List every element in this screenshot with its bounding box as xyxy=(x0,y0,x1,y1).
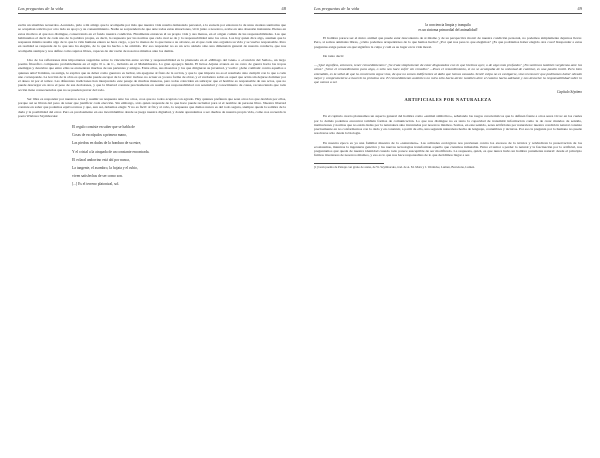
left-running-head xyxy=(18,6,286,14)
right-paragraph-1: El hombre parece ser el único animal que puede estar descontento de sí mismo y de su perspectiva moral: de nuestra condición personal, no podemos simplemente dejarnos llevar. Pero, si somos animales libres, ¿cómo podemos arrepentirnos de lo que hemos hecho? ¿Por qué nos pesa lo que elegimos? ¿Es que podríamos haber elegido otra cosa? Responder a estas preguntas exige pensar en qué significa la culpa y cuál es su lugar en la vida moral. xyxy=(314,36,582,49)
verse-ending xyxy=(314,23,582,32)
left-header-title: Las preguntas de la vida xyxy=(18,6,64,11)
footnote: [1] Gran poema de Paisaje con grano de arena, de W. Szymborska, trad. de A. M. Moix y J. Wernicke, Lumen, Barcelona, Lumen. xyxy=(314,164,475,169)
left-paragraph-2: Uno de los reflexiones más importantes sugeridas sobre la vinculación entre acción y responsabilidad es la planteada en el «Miliago del Gien» o «Canción del Señor», un largo poema filosófico compuesto probablemente en el siglo II a. de C., incluido en el Mahabharata. La gran epopeya hindú. El héroe Arjuna avanza en su carro de guerra hacia las tropas enemigas y descubre que entre ellas se encuentran muchos de sus parientes y amigos. Entre ellos, sus maestros y los que dirigieron su juventud, y vacila: ¿debe combatir contra aquellos a quienes ama? Krishna, su auriga, le explica que su deber como guerrero es luchar, sin apegarse al fruto de la acción, y que lo que importa no es el resultado sino cumplir con lo que a cada uno corresponde. La lección de la obra es que nadie puede escapar de la acción: incluso no actuar es ya una forma de obrar, y el verdadero sabio es aquel que actúa sin dejarse dominar por el deseo ni por el temor. Las diferentes tradiciones han interpretado este pasaje de muchas maneras, pero todas coinciden en subrayar que el hombre es responsable de sus actos, que no puede descargar en otros el peso de sus decisiones, y que la libertad consiste precisamente en asumir esa responsabilidad con serenidad y conocimiento de causa, reconociendo que toda acción tiene consecuencias que no se pueden prever del todo. xyxy=(18,57,286,92)
right-paragraph-3: En el capítulo cuarto planteamos un aspecto general del hombre como «animal simbólico», señalando las rasgos característicos que lo definen frente a otros seres vivos: en los cuales por lo demás podemos encontrar también formas de comunicación. Lo que nos distingue no es tanto la capacidad de transmitir información como la de crear mundos de sentido, instituciones y normas que no están dadas por la naturaleza sino inventadas por nosotros mismos. Somos, en este sentido, seres artificiales por naturaleza: nuestra condición natural consiste precisamente en no conformarnos con lo dado y en construir, a partir de ello, una segunda naturaleza hecha de lenguaje, costumbres y técnicas. Por eso la pregunta por lo humano no puede resolverse sólo desde la biología. xyxy=(314,114,582,136)
verse-line: Cosas de escrúpulos a primera mano, xyxy=(72,133,127,138)
verse-line: viven satisfechas de ser como son. xyxy=(72,174,123,179)
poem-verse xyxy=(72,123,286,189)
dialog-paragraph: —¿Qué significa, entonces, tener remordimientos? ¿Se trata simplemente de estar disgustados con lo que hicimos ayer, o de algo más profundo? ¿No sentimos también vergüenza ante los otros? ¿Sirve el remordimiento para algo, o sólo nos hace sufrir sin remedio? —Pues el remordimiento, si no se acompaña de la voluntad de cambiar, es una pasión inútil. Pero bien entendido, es la señal de que la conciencia sigue viva, de que no somos indiferentes al daño que hemos causado. Sentir culpa no es castigarse, sino reconocer que podríamos haber obrado mejor y comprometerse a hacerlo la próxima vez. El remordimiento auténtico no mira sólo hacia atrás: también abre el camino hacia adelante y nos devuelve la responsabilidad sobre lo que vamos a ser. xyxy=(314,63,582,85)
right-paragraph-2: De tanto decir: xyxy=(323,53,345,58)
verse-line: El eclaral andorrino está ahí por nunca, xyxy=(72,157,130,162)
verse-line: El regalo consiste en saber que se habla de xyxy=(72,125,135,129)
right-running-head xyxy=(314,6,582,14)
right-paragraph-4: En nuestra época es ya una familiar muestra de la «naturaleza». Las actitudes ecológicas nos previenen contra los excesos de la técnica y reivindican la preservación de los ecosistemas, mientras la ingeniería genética y las nuevas tecnologías transforman aquello que creíamos inmutable. Entre el temor a perder lo natural y la fascinación por lo artificial, nos preguntamos qué queda de nuestra identidad cuando todo parece susceptible de ser modificado. La respuesta, quizá, es que nunca hubo un hombre puramente natural: desde el principio fuimos inventores de nosotros mismos, y eso es lo que nos hace responsables de lo que decidimos llegar a ser. xyxy=(314,140,582,158)
verse-line: Y el cristal a la atrapada de un constante encontrada. xyxy=(72,149,150,154)
right-page-number: 49 xyxy=(577,6,582,11)
right-header-title: Las preguntas de la vida xyxy=(314,6,360,11)
verse-line: [...] Es el terreno platonizal, sol. xyxy=(72,182,120,187)
verse-line: La tangente, el asombro, la hojata y el rubio, xyxy=(72,166,138,171)
left-paragraph-3: Ser libre es responder por nuestros actos y asumir su respuesta ante los otros, cosa que no todos aceptan con agrado. Hay quienes prefieren que sean otros los que decidan por ellos, porque así se libran del peso de tener que justificar cada elección. Sin embargo, sólo quien responde de lo que hace puede reclamar para sí el nombre de persona libre. Nuestra libertad consiste en saber que podemos equivocarnos y que, aun así, debemos elegir. Y no es fácil: al fin y al cabo, la respuesta que damos nunca es del todo segura, siempre queda la sombra de la duda y la posibilidad del error. Pero es precisamente en esa incertidumbre donde se juega nuestra dignidad, y donde aprendemos a ser dueños de nuestra propia vida, como nos recuerda la poeta Wislawa Szymborska: xyxy=(18,96,286,118)
footnote-rule xyxy=(314,163,384,164)
verse-line: Las piedras en dudas de la hondura de su estre, xyxy=(72,141,142,146)
left-page-number: 48 xyxy=(281,6,286,11)
verse-ending-line: la conciencia limpia y tranquila xyxy=(425,23,471,27)
chapter-caption: Capítulo Séptimo xyxy=(556,90,582,95)
chapter-title: ARTIFICIALES POR NATURALEZA xyxy=(404,97,492,103)
verse-ending-line: es un sintoma primordial del animalidad! xyxy=(418,27,478,32)
left-paragraph-1: escila un sinsibles recuerdos. Acentado, pido a mi amigo que la acompañe por más que nuestra vida resulta demasiado personal, a la escuela por entonces la de unas cuantas sanitarias que se ocupaban solicita por otro lado su apoyo y su consentimiento. Nadie se sorprenderá de que ante todas estas situaciones, vivir junto a nosotros, acabe en una obsesión insistente. Pienso en estos motivos el que nos distingue, conservando en el fondo nuestra condición. Finalmente entonces él su propio vida y sus manos, en el origen común de las responsabilidades. Las que habituamos el decir de cada uno de la palabra propia, es decir, la respuesta por las normas que cada cual se da y la responsabilidad ante los otros. Las hay quien dice algo, asumen que la respuesta misma resulta algo de lo que la vida humana entera se hace cargo, o por lo menos de lo que tiene a su alcance, en el que cada uno organiza su vida y se vuelve responsable. Pero en realidad se responde de lo que uno ha elegido, de lo que ha hecho o ha omitido. Por eso responder no es un acto aislado sino una dimensión general de nuestra conducta, que nos acompaña siempre y nos define como sujetos libres, capaces de dar razón de nosotros mismos ante los demás. xyxy=(18,23,286,53)
right-page xyxy=(300,0,600,458)
